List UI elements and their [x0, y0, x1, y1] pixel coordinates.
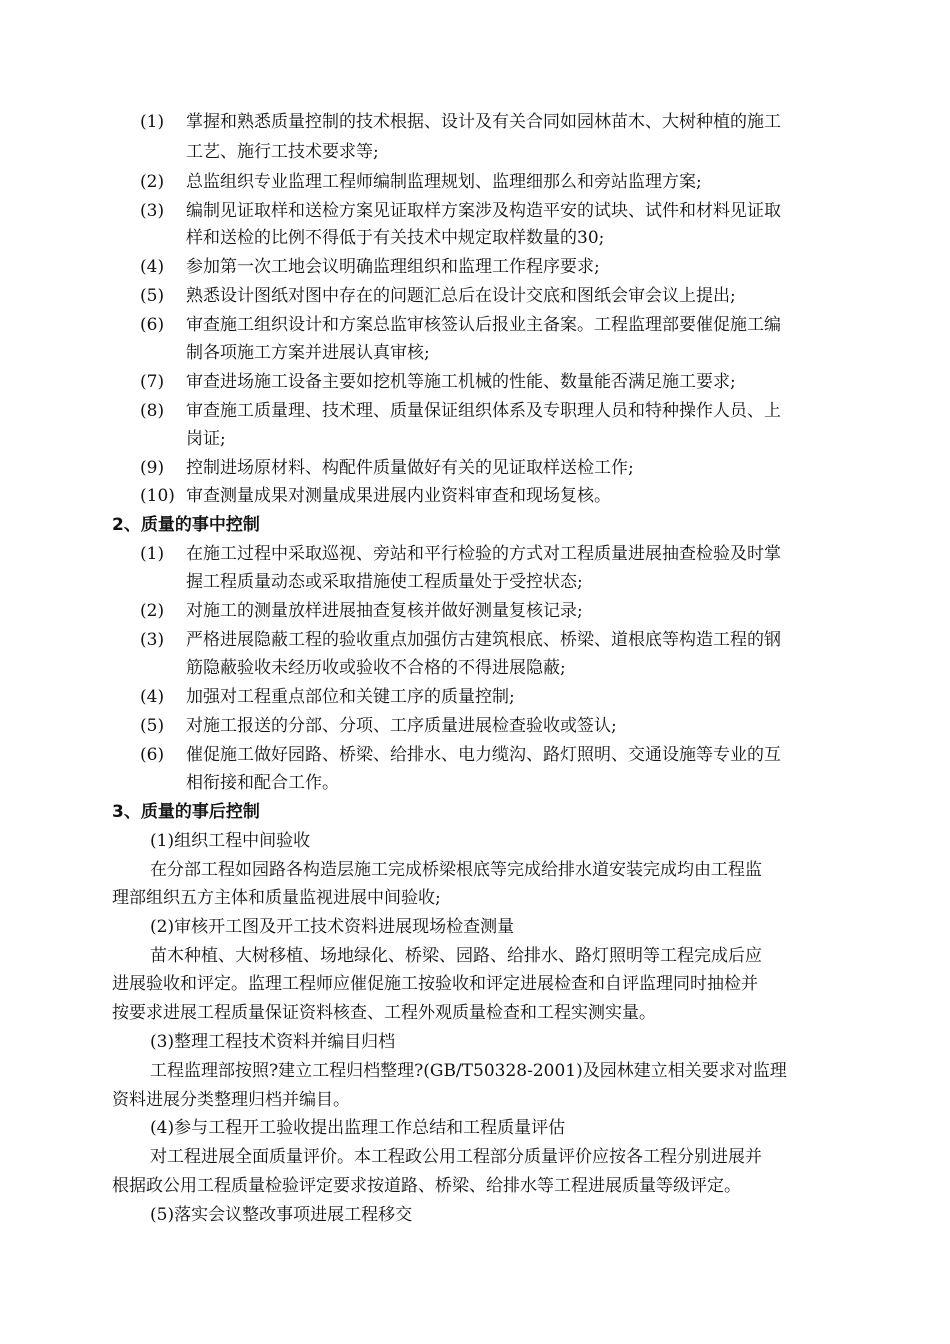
pre-item-8-line-2: 岗证; [186, 429, 226, 449]
post-section-2-line-2: 进展验收和评定。监理工程师应催促施工按验收和评定进展检查和自评监理同时抽检并 [112, 974, 758, 994]
mid-item-3-line-1: 严格进展隐蔽工程的验收重点加强仿古建筑根底、桥梁、道根底等构造工程的钢 [186, 630, 781, 650]
mid-item-2-line-1: 对施工的测量放样进展抽查复核并做好测量复核记录; [186, 601, 583, 621]
pre-item-7-num: (7) [140, 372, 165, 392]
pre-item-4-num: (4) [140, 257, 165, 277]
pre-item-6-num: (6) [140, 315, 165, 335]
pre-item-5-line-1: 熟悉设计图纸对图中存在的问题汇总后在设计交底和图纸会审会议上提出; [186, 286, 736, 306]
mid-item-6-line-1: 催促施工做好园路、桥梁、给排水、电力缆沟、路灯照明、交通设施等专业的互 [186, 745, 781, 765]
pre-item-2-num: (2) [140, 172, 165, 192]
post-section-1-line-1: 在分部工程如园路各构造层施工完成桥梁根底等完成给排水道安装完成均由工程监 [150, 860, 762, 880]
post-section-4-line-1: 对工程进展全面质量评价。本工程政公用工程部分质量评价应按各工程分别进展并 [150, 1147, 762, 1167]
pre-item-1-num: (1) [140, 112, 165, 132]
post-section-4-title: (4)参与工程开工验收提出监理工作总结和工程质量评估 [150, 1118, 566, 1138]
post-section-3-line-2: 资料进展分类整理归档并编目。 [112, 1090, 350, 1110]
pre-item-4-line-1: 参加第一次工地会议明确监理组织和监理工作程序要求; [186, 257, 600, 277]
mid-item-5-line-1: 对施工报送的分部、分项、工序质量进展检查验收或签认; [186, 716, 617, 736]
pre-item-9-line-1: 控制进场原材料、构配件质量做好有关的见证取样送检工作; [186, 458, 634, 478]
pre-item-2-line-1: 总监组织专业监理工程师编制监理规划、监理细那么和旁站监理方案; [186, 172, 702, 192]
mid-item-1-num: (1) [140, 544, 165, 564]
pre-item-3-num: (3) [140, 201, 165, 221]
post-section-2-line-1: 苗木种植、大树移植、场地绿化、桥梁、园路、给排水、路灯照明等工程完成后应 [150, 946, 762, 966]
mid-item-1-line-1: 在施工过程中采取巡视、旁站和平行检验的方式对工程质量进展抽查检验及时掌 [186, 544, 781, 564]
pre-item-7-line-1: 审查进场施工设备主要如挖机等施工机械的性能、数量能否满足施工要求; [186, 372, 736, 392]
mid-item-1-line-2: 握工程质量动态或采取措施使工程质量处于受控状态; [186, 572, 583, 592]
post-section-3-line-1: 工程监理部按照?建立工程归档整理?(GB/T50328-2001)及园林建立相关要求对监理 [150, 1061, 787, 1081]
mid-item-3-num: (3) [140, 630, 165, 650]
section-heading-mid: 2、质量的事中控制 [112, 515, 260, 535]
pre-item-6-line-2: 制各项施工方案并进展认真审核; [186, 343, 430, 363]
mid-item-2-num: (2) [140, 601, 165, 621]
mid-item-4-num: (4) [140, 687, 165, 707]
pre-item-8-num: (8) [140, 401, 165, 421]
mid-item-5-num: (5) [140, 716, 165, 736]
mid-item-6-line-2: 相衔接和配合工作。 [186, 773, 339, 793]
pre-item-9-num: (9) [140, 458, 165, 478]
post-section-3-title: (3)整理工程技术资料并编目归档 [150, 1032, 396, 1052]
post-section-2-title: (2)审核开工图及开工技术资料进展现场检查测量 [150, 917, 515, 937]
post-section-1-line-2: 理部组织五方主体和质量监视进展中间验收; [112, 888, 441, 908]
pre-item-1-line-2: 工艺、施行工技术要求等; [186, 142, 379, 162]
post-section-5-title: (5)落实会议整改事项进展工程移交 [150, 1205, 413, 1225]
mid-item-3-line-2: 筋隐蔽验收未经历收或验收不合格的不得进展隐蔽; [186, 658, 566, 678]
post-section-4-line-2: 根据政公用工程质量检验评定要求按道路、桥梁、给排水等工程进展质量等级评定。 [112, 1176, 741, 1196]
mid-item-4-line-1: 加强对工程重点部位和关键工序的质量控制; [186, 687, 515, 707]
pre-item-8-line-1: 审查施工质量理、技术理、质量保证组织体系及专职理人员和特种操作人员、上 [186, 401, 781, 421]
pre-item-10-line-1: 审查测量成果对测量成果进展内业资料审查和现场复核。 [186, 486, 611, 506]
post-section-2-line-3: 按要求进展工程质量保证资料核查、工程外观质量检查和工程实测实量。 [112, 1003, 656, 1023]
pre-item-5-num: (5) [140, 286, 165, 306]
pre-item-10-num: (10) [140, 486, 175, 506]
section-heading-post: 3、质量的事后控制 [112, 802, 260, 822]
mid-item-6-num: (6) [140, 745, 165, 765]
pre-item-6-line-1: 审查施工组织设计和方案总监审核签认后报业主备案。工程监理部要催促施工编 [186, 315, 781, 335]
pre-item-3-line-1: 编制见证取样和送检方案见证取样方案涉及构造平安的试块、试件和材料见证取 [186, 201, 781, 221]
pre-item-1-line-1: 掌握和熟悉质量控制的技术根据、设计及有关合同如园林苗木、大树种植的施工 [186, 112, 781, 132]
pre-item-3-line-2: 样和送检的比例不得低于有关技术中规定取样数量的30; [186, 228, 605, 248]
post-section-1-title: (1)组织工程中间验收 [150, 831, 311, 851]
